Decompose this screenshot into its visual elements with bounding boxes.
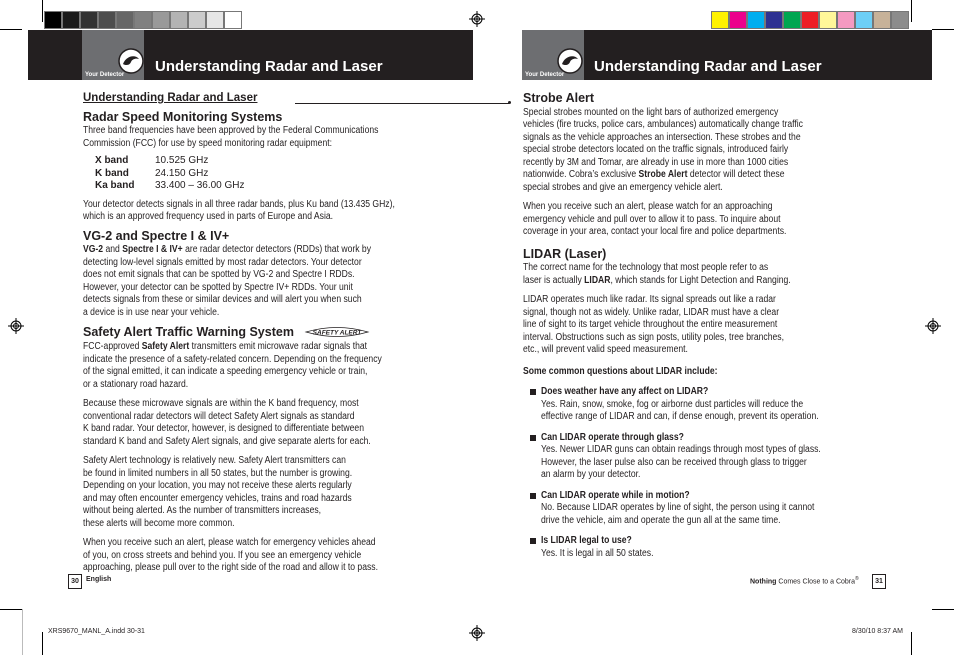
safety-paragraph-1 (83, 341, 433, 391)
section-underline-rule (295, 103, 509, 104)
text-line: without being alerted. As the number of transmitters increases, (83, 505, 322, 516)
text-line: a device is in use near your vehicle. (83, 306, 220, 318)
safety-alert-logo-text: SAFETY ALERT (312, 329, 362, 337)
faq-answer-line: No. Because LIDAR operates by line of sight, the person using it cannot (541, 502, 815, 513)
color-swatch (873, 11, 891, 29)
color-swatch (765, 11, 783, 29)
band-row (95, 155, 433, 168)
color-swatch (80, 11, 98, 29)
lidar-paragraph-1 (523, 262, 878, 287)
color-swatch (747, 11, 765, 29)
faq-answer-line: effective range of LIDAR and can, if dense enough, prevent its operation. (541, 411, 819, 422)
square-bullet-icon (530, 435, 536, 441)
text-line: vehicles (fire trucks, police cars, ambulances) automatically change traffic (523, 119, 803, 130)
color-swatch (98, 11, 116, 29)
strobe-heading: Strobe Alert (523, 91, 595, 105)
questions-intro: Some common questions about LIDAR include: (523, 365, 718, 377)
section-rule-dot (508, 101, 511, 104)
faq-answer-line: Yes. Rain, snow, smoke, fog or airborne dust particles will reduce the (541, 398, 804, 410)
band-frequency: 33.400 – 36.00 GHz (155, 180, 245, 191)
text-run: , which stands for Light Detection and Ranging. (610, 274, 791, 286)
crop-mark (22, 609, 23, 655)
color-swatch (891, 11, 909, 29)
registration-mark-icon (469, 11, 485, 27)
text-line: signal, though not as widely. Unlike radar, LIDAR must have a clear (523, 306, 780, 318)
text-line (83, 244, 371, 257)
text-line: K band radar. Your detector, however, is designed to differentiate between (83, 423, 364, 434)
text-line: When you receive such an alert, please watch for an approaching (523, 201, 773, 212)
faq-question: Can LIDAR operate while in motion? (541, 489, 690, 501)
text-run: FCC-approved (83, 341, 142, 352)
text-line (83, 341, 367, 354)
text-line: signals as the vehicle approaches an intersection. These strobes and the (523, 131, 801, 143)
text-line: or a stationary road hazard. (83, 378, 189, 390)
text-line: special strobe detectors located on the traffic signals, introduced fairly (523, 144, 789, 155)
text-line: Safety Alert technology is relatively new. Safety Alert transmitters can (83, 455, 346, 466)
color-swatch (819, 11, 837, 29)
bold-term: VG-2 (83, 244, 104, 255)
text-line: approaching, please pull over to the right side of the road and allow it to pass. (83, 562, 378, 573)
text-line: LIDAR operates much like radar. Its signal spreads out like a radar (523, 294, 776, 305)
band-name: Ka band (95, 180, 135, 191)
bold-term: LIDAR (584, 274, 611, 286)
crop-mark (42, 0, 43, 22)
text-line (523, 169, 784, 182)
registered-mark: ® (855, 576, 859, 582)
faq-answer-line: Yes. It is legal in all 50 states. (541, 547, 654, 559)
radar-band-table (95, 155, 433, 193)
faq-question: Can LIDAR operate through glass? (541, 431, 684, 443)
color-swatch (188, 11, 206, 29)
faq-item (523, 490, 878, 528)
band-name: K band (95, 167, 129, 179)
cobra-logo-icon (117, 47, 145, 75)
color-swatch (206, 11, 224, 29)
text-line: Depending on your location, you may not receive these alerts regularly (83, 480, 352, 491)
left-page-column (83, 92, 433, 575)
safety-paragraph-4 (83, 537, 433, 575)
strobe-paragraph-2 (523, 201, 878, 239)
text-line: Commission (FCC) for use by speed monitoring radar equipment: (83, 137, 333, 149)
text-line: coverage in your area, contact your local fire and police departments. (523, 226, 787, 237)
text-line: be found in limited numbers in all 50 states, but the number is growing. (83, 467, 353, 479)
text-run: and (103, 244, 123, 255)
text-run: transmitters emit microwave radar signals that (189, 341, 368, 352)
text-line: which is an approved frequency used in parts of Europe and Asia. (83, 211, 334, 222)
text-line: detecting low-level signals emitted by most radar detectors. Your detector (83, 256, 362, 268)
text-line: interval. Obstructions such as sign posts, utility poles, tree branches, (523, 331, 784, 343)
safety-heading-row (83, 325, 433, 339)
square-bullet-icon (530, 538, 536, 544)
band-frequency: 10.525 GHz (155, 155, 209, 166)
section-title: Understanding Radar and Laser (83, 92, 258, 104)
cobra-logo-icon (556, 47, 584, 75)
crop-mark (0, 29, 22, 30)
text-line: and may often encounter emergency vehicles, trains and road hazards (83, 492, 352, 504)
strobe-paragraph-1 (523, 107, 878, 195)
text-line: conventional radar detectors will detect Safety Alert signals as standard (83, 410, 355, 422)
text-line: recently by 3M and Tomar, are already in use in more than 1000 cities (523, 156, 789, 168)
band-name: X band (95, 155, 129, 166)
tagline-bold: Nothing (750, 578, 777, 586)
crop-mark (932, 609, 954, 610)
band-row (95, 168, 433, 181)
text-run: are radar detector detectors (RDDs) that work by (182, 244, 372, 255)
slug-date: 8/30/10 8:37 AM (852, 628, 903, 635)
square-bullet-icon (530, 493, 536, 499)
band-row (95, 180, 433, 193)
lidar-heading: LIDAR (Laser) (523, 246, 607, 261)
color-swatch (62, 11, 80, 29)
text-line: line of sight to its target vehicle throughout the entire measurement (523, 319, 778, 330)
text-line: does not emit signals that can be spotted by VG-2 and Spectre I RDDs. (83, 269, 355, 280)
safety-paragraph-2 (83, 398, 433, 448)
right-header-title: Understanding Radar and Laser (594, 58, 822, 75)
color-swatch (783, 11, 801, 29)
color-swatch (224, 11, 242, 29)
text-line: etc., will prevent valid speed measurement. (523, 344, 688, 355)
text-line: of you, on cross streets and behind you. If you see an emergency vehicle (83, 549, 362, 561)
safety-alert-logo (304, 325, 370, 339)
color-swatch (116, 11, 134, 29)
band-frequency: 24.150 GHz (155, 167, 209, 179)
color-swatch (170, 11, 188, 29)
text-line: of the signal emitted, it can indicate a speeding emergency vehicle or train, (83, 366, 368, 377)
safety-alert-logo-icon (304, 325, 370, 339)
color-swatch (855, 11, 873, 29)
vg2-paragraph (83, 244, 433, 319)
registration-mark-icon (8, 318, 24, 334)
color-swatch (711, 11, 729, 29)
color-swatch (44, 11, 62, 29)
text-line: indicate the presence of a safety-related concern. Depending on the frequency (83, 353, 382, 365)
bold-term: Safety Alert (141, 341, 190, 352)
radar-heading: Radar Speed Monitoring Systems (83, 109, 283, 124)
radar-paragraph (83, 199, 433, 224)
left-page-number: 30 (68, 574, 82, 589)
text-run: detector will detect these (687, 169, 785, 180)
crop-mark (911, 0, 912, 22)
color-swatch (729, 11, 747, 29)
color-swatch (152, 11, 170, 29)
text-line: emergency vehicle and pull over to allow it to pass. To inquire about (523, 213, 781, 225)
faq-answer-line: an alarm by your detector. (541, 469, 641, 480)
right-footer-tagline (750, 576, 859, 585)
right-page-column (523, 92, 878, 560)
text-line: Your detector detects signals in all three radar bands, plus Ku band (13.435 GHz), (83, 198, 395, 210)
faq-question: Is LIDAR legal to use? (541, 535, 632, 546)
left-header-title: Understanding Radar and Laser (155, 58, 383, 75)
text-line: The correct name for the technology that most people refer to as (523, 262, 769, 273)
text-run: nationwide. Cobra’s exclusive (523, 169, 639, 180)
color-swatch (801, 11, 819, 29)
tagline-rest: Comes Close to a Cobra (776, 578, 856, 586)
text-line: When you receive such an alert, please watch for emergency vehicles ahead (83, 537, 376, 548)
section-title-row (83, 92, 433, 105)
text-line: these alerts will become more common. (83, 517, 235, 529)
radar-intro (83, 125, 433, 150)
text-line: special strobes and give an emergency vehicle alert. (523, 181, 723, 193)
lidar-paragraph-2 (523, 294, 878, 357)
faq-item (523, 535, 878, 560)
crop-mark (0, 609, 22, 610)
color-swatch (837, 11, 855, 29)
faq-answer-line: However, the laser pulse also can be received through glass to trigger (541, 456, 807, 468)
crop-mark (42, 632, 43, 655)
text-line: Special strobes mounted on the light bars of authorized emergency (523, 106, 779, 118)
text-line: However, your detector can be spotted by Spectre IV+ RDDs. Your unit (83, 281, 353, 293)
text-line: Three band frequencies have been approved by the Federal Communications (83, 125, 379, 136)
tab-label: Your Detector (85, 72, 125, 78)
slug-filename: XRS9670_MANL_A.indd 30-31 (48, 628, 145, 635)
text-line (523, 275, 791, 288)
text-line: standard K band and Safety Alert signals, and give separate alerts for each. (83, 435, 371, 447)
bold-term: Strobe Alert (638, 169, 688, 180)
faq-answer-line: Yes. Newer LIDAR guns can obtain readings through most types of glass. (541, 444, 821, 455)
safety-paragraph-3 (83, 455, 433, 530)
left-footer-language: English (86, 576, 112, 583)
right-page-number: 31 (872, 574, 886, 589)
bold-term: Spectre I & IV+ (122, 244, 183, 255)
tab-label: Your Detector (525, 72, 565, 78)
color-swatch (134, 11, 152, 29)
vg2-heading: VG-2 and Spectre I & IV+ (83, 228, 230, 243)
faq-item (523, 432, 878, 482)
crop-mark (911, 632, 912, 655)
faq-question: Does weather have any affect on LIDAR? (541, 386, 709, 397)
text-line: Because these microwave signals are within the K band frequency, most (83, 398, 359, 409)
text-line: detects signals from these or similar devices and will alert you when such (83, 294, 362, 305)
safety-heading: Safety Alert Traffic Warning System (83, 324, 294, 339)
registration-mark-icon (925, 318, 941, 334)
faq-answer-line: drive the vehicle, aim and operate the gun all at the same time. (541, 514, 781, 526)
faq-item (523, 386, 878, 424)
text-run: laser is actually (523, 274, 585, 286)
square-bullet-icon (530, 389, 536, 395)
crop-mark (932, 29, 954, 30)
registration-mark-icon (469, 625, 485, 641)
